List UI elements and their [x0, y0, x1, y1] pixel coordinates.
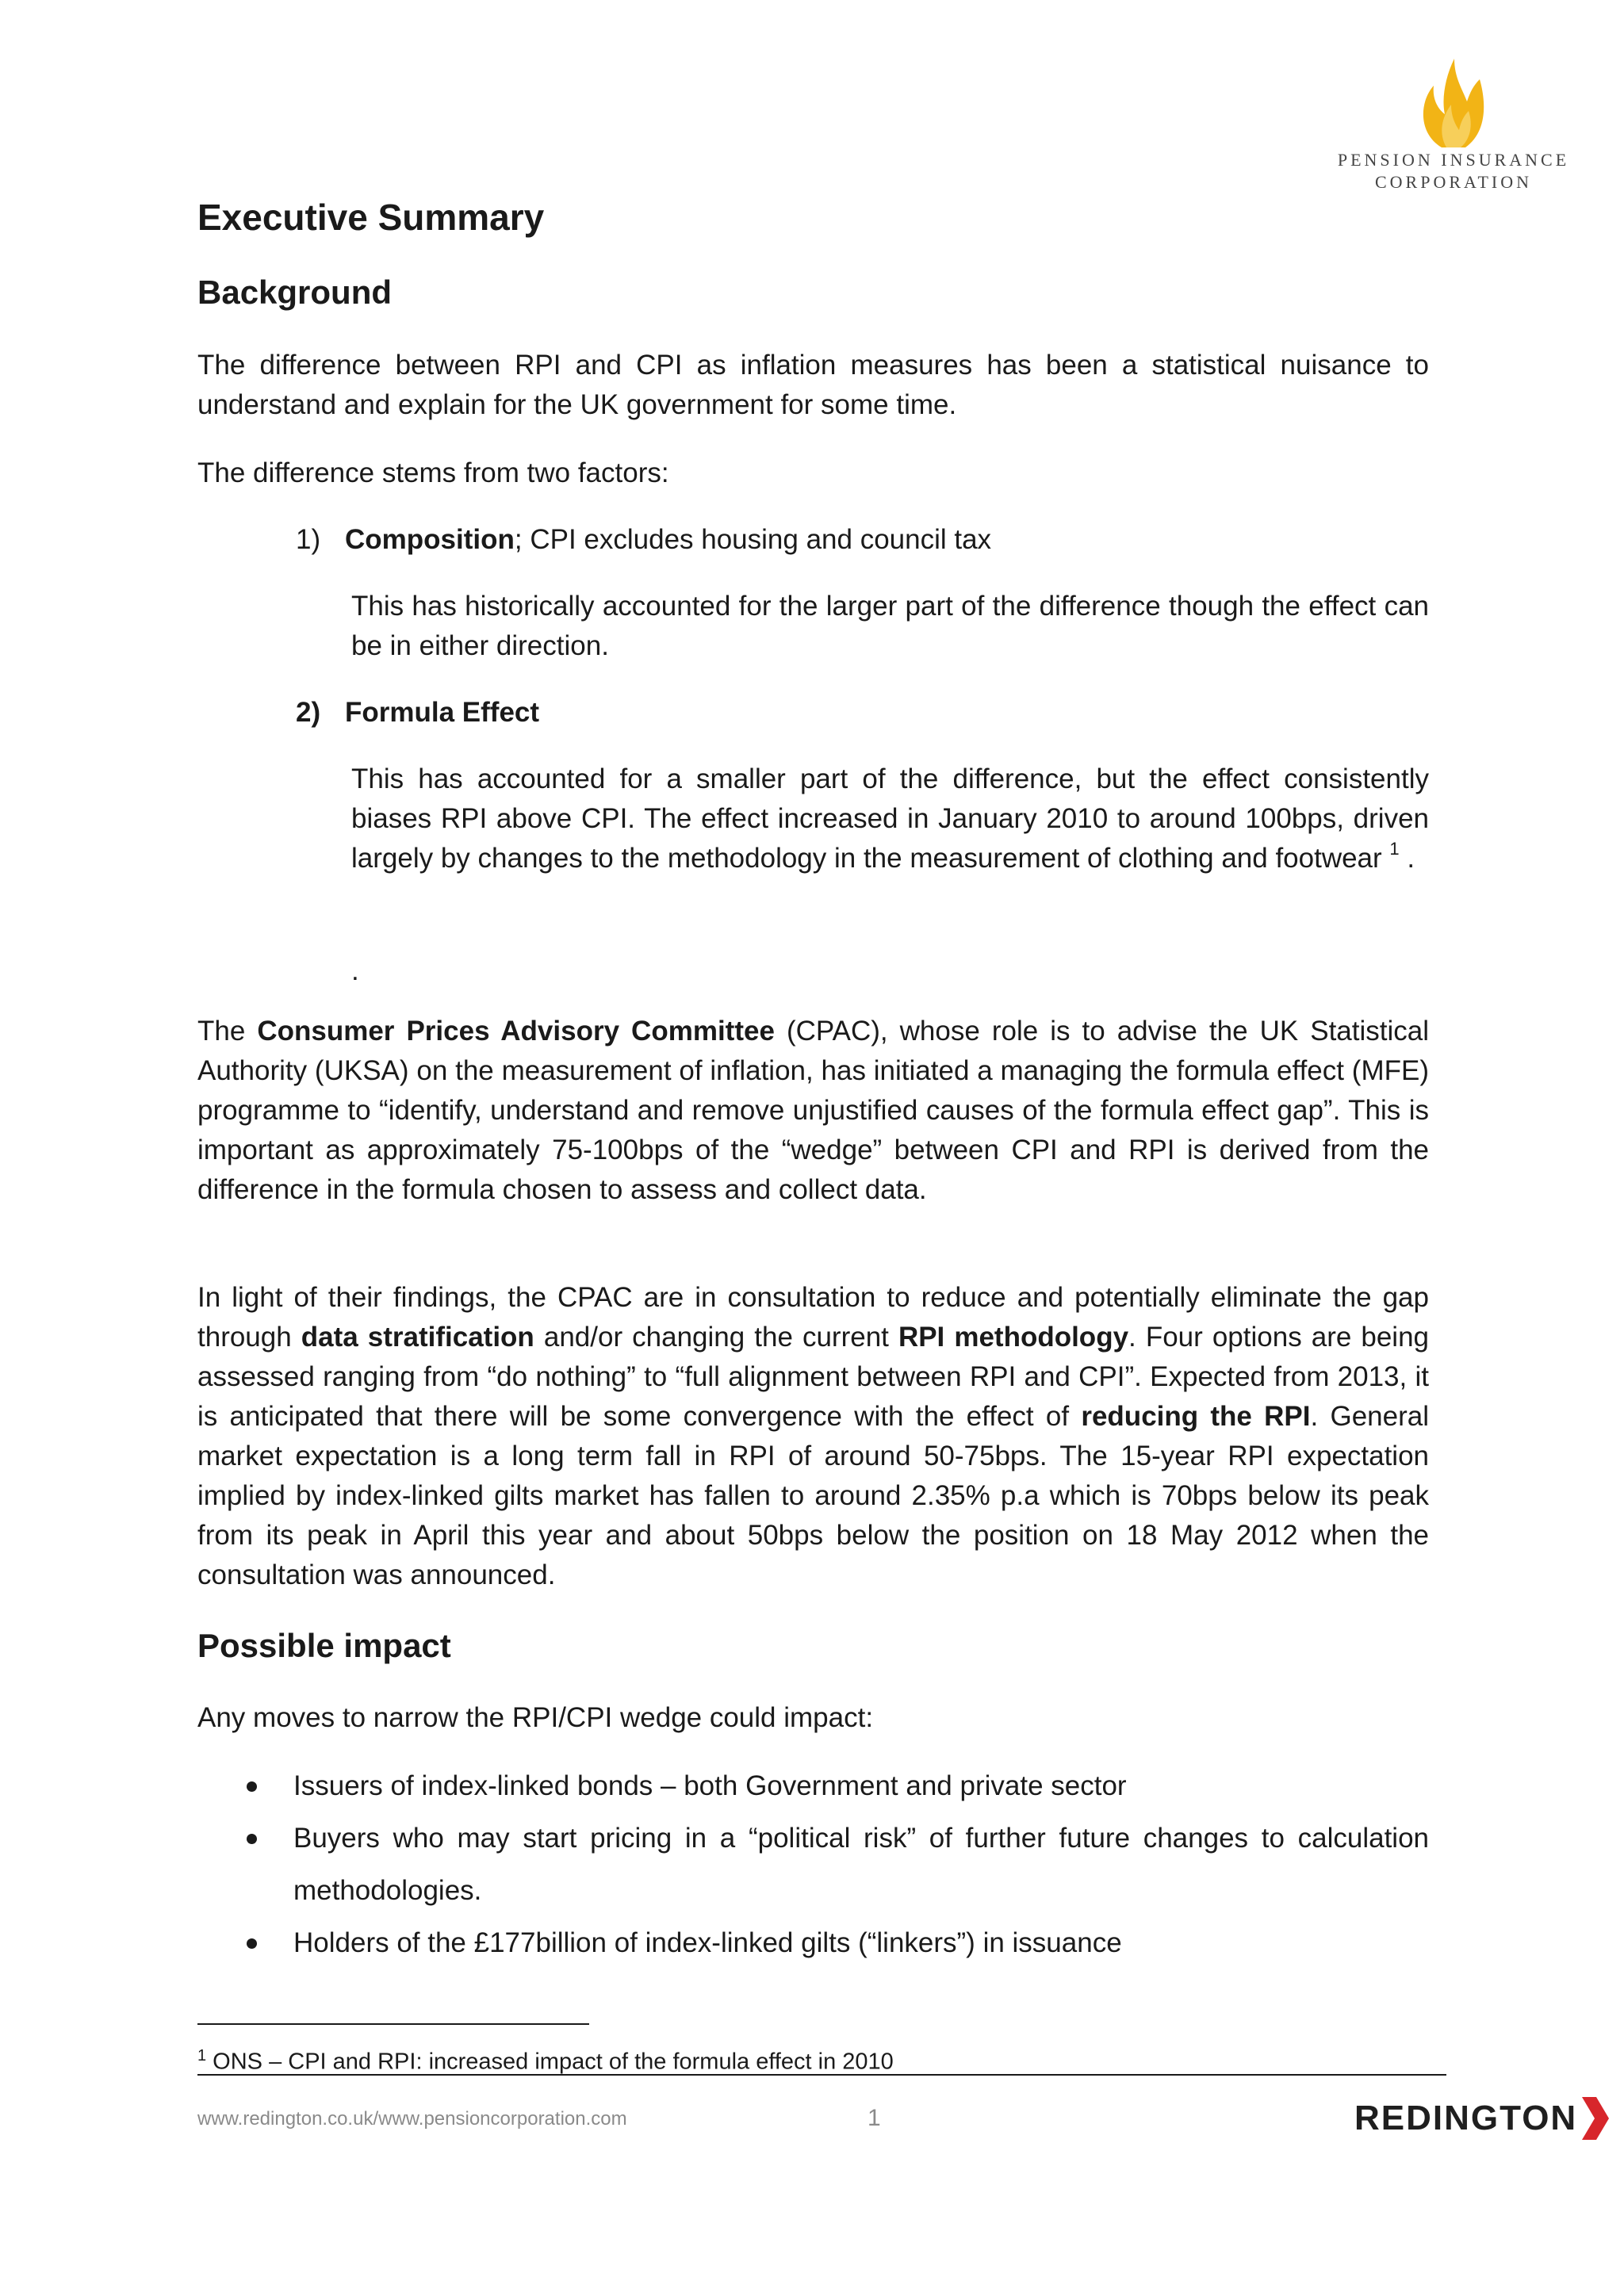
factor-term: Formula Effect: [345, 697, 540, 728]
factor-description: ; CPI excludes housing and council tax: [514, 524, 992, 555]
footnote: [197, 2042, 894, 2076]
bullet-dot-icon: [247, 1938, 257, 1949]
factor-number: 2): [296, 697, 321, 728]
composition-explanation: This has historically accounted for the larger part of the difference though the effect can be in either direction.: [351, 591, 1429, 661]
pension-insurance-corporation-logo: [1323, 54, 1584, 197]
background-paragraph-1: The difference between RPI and CPI as inflation measures has been a statistical nuisance to understand and explain for the UK government for some time.: [197, 350, 1429, 420]
chevron-right-icon: [1579, 2095, 1611, 2141]
bullet-dot-icon: [247, 1781, 257, 1792]
bullet-item: Issuers of index-linked bonds – both Government and private sector: [197, 1760, 1429, 1812]
formula-effect-explanation: [351, 760, 1429, 878]
cpac-paragraph: The Consumer Prices Advisory Committee (CPAC), whose role is to advise the UK Statistical Authority (UKSA) on the measurement of inflation, has initiated a managing the formula effect (MFE) programme to “identify, understand and remove unjustified causes of the formula effect gap”. This is important as approximately 75-100bps of the “wedge” between CPI and RPI is derived from the difference in the formula chosen to assess and collect data.: [197, 1016, 1429, 1205]
possible-impact-heading: Possible impact: [197, 1627, 451, 1664]
factor-number: 1): [296, 524, 321, 555]
impact-intro: Any moves to narrow the RPI/CPI wedge could impact:: [197, 1702, 874, 1733]
page-title: Executive Summary: [197, 197, 545, 238]
bullet-item: Holders of the £177billion of index-linked gilts (“linkers”) in issuance: [197, 1917, 1429, 1969]
bullet-item: Buyers who may start pricing in a “political risk” of further future changes to calculation methodologies.: [197, 1812, 1429, 1917]
factor-term: Composition: [345, 524, 515, 555]
formula-effect-text: This has accounted for a smaller part of the difference, but the effect consistently biases RPI above CPI. The effect increased in January 2010 to around 100bps, driven largely by changes to the methodology in the measurement of clothing and footwear: [351, 763, 1429, 874]
footnote-number: 1: [197, 2047, 207, 2064]
background-paragraph-2: The difference stems from two factors:: [197, 457, 669, 488]
page-number: 1: [868, 2105, 881, 2131]
formula-effect-tail: .: [1399, 843, 1415, 874]
footer-url: www.redington.co.uk/www.pensioncorporation.com: [197, 2108, 627, 2130]
footnote-divider: [197, 2023, 589, 2025]
footnote-text: ONS – CPI and RPI: increased impact of the formula effect in 2010: [206, 2049, 894, 2075]
background-heading: Background: [197, 274, 393, 311]
flame-emblem-icon: [1410, 54, 1497, 149]
impact-bullet-list: [197, 1760, 1429, 1969]
footer-divider: [197, 2074, 1446, 2076]
redington-logo: [1354, 2095, 1611, 2146]
footnote-reference: 1: [1389, 839, 1400, 859]
bullet-dot-icon: [247, 1834, 257, 1844]
findings-paragraph: In light of their findings, the CPAC are in consultation to reduce and potentially eliminate the gap through data stratification and/or changing the current RPI methodology. Four options are being assessed ranging from “do nothing” to “full alignment between RPI and CPI”. Expected from 2013, it is anticipated that there will be some convergence with the effect of reducing the RPI. General market expectation is a long term fall in RPI of around 50-75bps. The 15-year RPI expectation implied by index-linked gilts market has fallen to around 2.35% p.a which is 70bps below its peak from its peak in April this year and about 50bps below the position on 18 May 2012 when the consultation was announced.: [197, 1282, 1430, 1590]
redington-wordmark: REDINGTON: [1354, 2099, 1578, 2137]
logo-text-line-1: PENSION INSURANCE: [1337, 150, 1570, 170]
factor-item-composition: [296, 520, 1429, 560]
stray-period: .: [351, 955, 359, 986]
logo-text-line-2: CORPORATION: [1374, 172, 1533, 192]
factor-item-formula-effect: [296, 693, 1429, 733]
